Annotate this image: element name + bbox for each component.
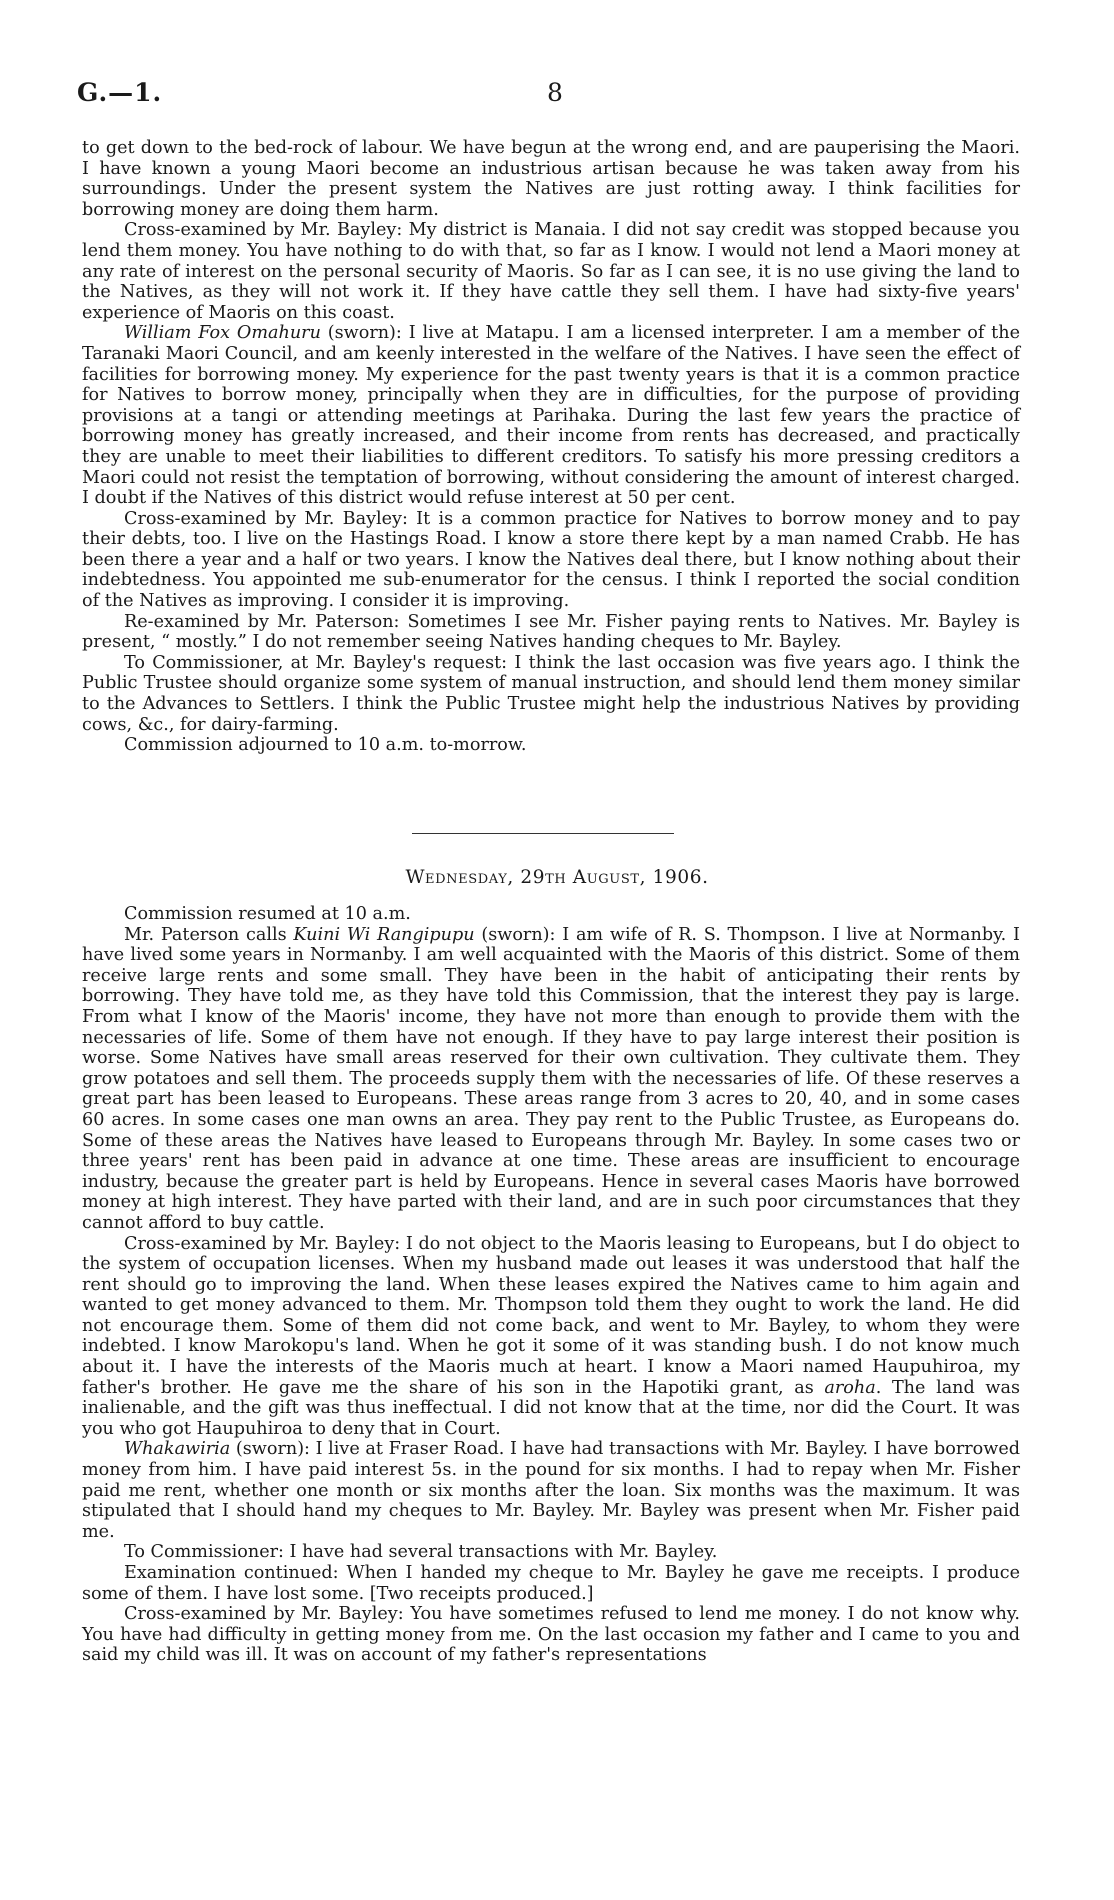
- paragraph-text: . The land was inalienable, and the gift was thus ineffectual. I did not know that at the time, nor did the Court. It was you who got Haupuhiroa to deny that in Court.: [82, 1377, 1020, 1439]
- paragraph-text: (sworn): I live at Matapu. I am a licensed interpreter. I am a member of the Taranaki Maori Council, and am keenly interested in the welfare of the Natives. I have seen the effect of facilities for borrowing money. My experience for the past twenty years is that it is a common practice for Natives to borrow money, principally when they are in difficulties, for the purpose of providing provisions at a tangi or attending meetings at Parihaka. During the last few years the practice of borrowing money has greatly increased, and their income from rents has decreased, and practically they are unable to meet their liabilities to different creditors. To satisfy his more pressing creditors a Maori could not resist the temptation of borrowing, without considering the amount of interest charged. I doubt if the Natives of this district would refuse interest at 50 per cent.: [82, 323, 1020, 509]
- paragraph: [82, 1439, 1020, 1542]
- paragraph: Examination continued: When I handed my cheque to Mr. Bayley he gave me receipts. I produce some of them. I have lost some. [Two receipts produced.]: [82, 1563, 1020, 1604]
- paragraph: to get down to the bed-rock of labour. We have begun at the wrong end, and are pauperising the Maori. I have known a young Maori become an industrious artisan because he was taken away from his surroundings. Under the present system the Natives are just rotting away. I think facilities for borrowing money are doing them harm.: [82, 138, 1020, 220]
- paragraph-text: (sworn): I am wife of R. S. Thompson. I live at Normanby. I have lived some years in Normanby. I am well acquainted with the Maoris of this district. Some of them receive large rents and some small. They have been in the habit of anticipating their rents by borrowing. They have told me, as they have told this Commission, that the interest they pay is large. From what I know of the Maoris' income, they have not more than enough to provide them with the necessaries of life. Some of them have not enough. If they have to pay large interest their position is worse. Some Natives have small areas reserved for their own cultivation. They cultivate them. They grow potatoes and sell them. The proceeds supply them with the necessaries of life. Of these reserves a great part has been leased to Europeans. These areas range from 3 acres to 20, 40, and in some cases 60 acres. In some cases one man owns an area. They pay rent to the Public Trustee, as Europeans do. Some of these areas the Natives have leased to Europeans through Mr. Bayley. In some cases two or three years' rent has been paid in advance at one time. These areas are insufficient to encourage industry, because the greater part is held by Europeans. Hence in several cases Maoris have borrowed money at high interest. They have parted with their land, and are in such poor circumstances that they cannot afford to buy cattle.: [82, 924, 1020, 1233]
- italic-term: aroha: [824, 1377, 876, 1398]
- paragraph: To Commissioner: I have had several transactions with Mr. Bayley.: [124, 1542, 718, 1563]
- paragraph: Cross-examined by Mr. Bayley: It is a common practice for Natives to borrow money and to pay their debts, too. I live on the Hastings Road. I know a store there kept by a man named Crabb. He has been there a year and a half or two years. I know the Natives deal there, but I know nothing about their indebtedness. You appointed me sub-enumerator for the census. I think I reported the social condition of the Natives as improving. I consider it is improving.: [82, 508, 1020, 612]
- section-2: [82, 904, 1020, 1666]
- witness-name: Kuini Wi Rangipupu: [293, 924, 475, 945]
- paragraph-text: Cross-examined by Mr. Bayley: I do not object to the Maoris leasing to Europeans, but I do object to the system of occupation licenses. When my husband made out leases it was understood that half the rent should go to improving the land. When these leases expired the Natives came to him again and wanted to get money advanced to them. Mr. Thompson told them they ought to work the land. He did not encourage them. Some of them did not come back, and went to Mr. Bayley, to whom they were indebted. I know Marokopu's land. When he got it some of it was standing bush. I do not know much about it. I have the interests of the Maoris much at heart. I know a Maori named Haupuhiroa, my father's brother. He gave me the share of his son in the Hapotiki grant, as: [82, 1233, 1020, 1398]
- witness-name: William Fox Omahuru: [124, 323, 321, 344]
- paragraph: [82, 925, 1020, 1234]
- paragraph-text: (sworn): I live at Fraser Road. I have had transactions with Mr. Bayley. I have borrowed money from him. I have paid interest 5s. in the pound for six months. I had to repay when Mr. Fisher paid me rent, whether one month or six months after the loan. Six months was the maximum. It was stipulated that I should hand my cheques to Mr. Bayley. Mr. Bayley was present when Mr. Fisher paid me.: [82, 1439, 1020, 1542]
- paragraph: Commission adjourned to 10 a.m. to-morrow.: [124, 735, 527, 756]
- paragraph: Commission resumed at 10 a.m.: [124, 904, 411, 924]
- page-header: [77, 78, 1014, 114]
- witness-name: Whakawiria: [124, 1439, 231, 1460]
- page-number: 8: [547, 78, 563, 107]
- paragraph: Cross-examined by Mr. Bayley: You have sometimes refused to lend me money. I do not know why. You have had difficulty in getting money from me. On the last occasion my father and I came to you and said my child was ill. It was on account of my father's representations: [82, 1604, 1020, 1666]
- paragraph: To Commissioner, at Mr. Bayley's request: I think the last occasion was five years ago. I think the Public Trustee should organize some system of manual instruction, and should lend them money similar to the Advances to Settlers. I think the Public Trustee might help the industrious Natives by providing cows, &c., for dairy-farming.: [82, 652, 1020, 735]
- paragraph: [82, 323, 1020, 508]
- section-1: [82, 138, 1020, 756]
- date-heading: Wednesday, 29th August, 1906.: [405, 867, 709, 888]
- page-reference: G.—1.: [77, 78, 163, 107]
- paragraph-text: Mr. Paterson calls: [124, 924, 294, 945]
- section-divider: [412, 833, 674, 834]
- paragraph: Cross-examined by Mr. Bayley: My district is Manaia. I did not say credit was stopped because you lend them money. You have nothing to do with that, so far as I know. I would not lend a Maori money at any rate of interest on the personal security of Maoris. So far as I can see, it is no use giving the land to the Natives, as they will not work it. If they have cattle they sell them. I have had sixty-five years' experience of Maoris on this coast.: [82, 220, 1020, 323]
- paragraph: [82, 1234, 1020, 1440]
- paragraph: Re-examined by Mr. Paterson: Sometimes I see Mr. Fisher paying rents to Natives. Mr. Bayley is present, “ mostly.” I do not remember seeing Natives handing cheques to Mr. Bayley.: [82, 611, 1020, 653]
